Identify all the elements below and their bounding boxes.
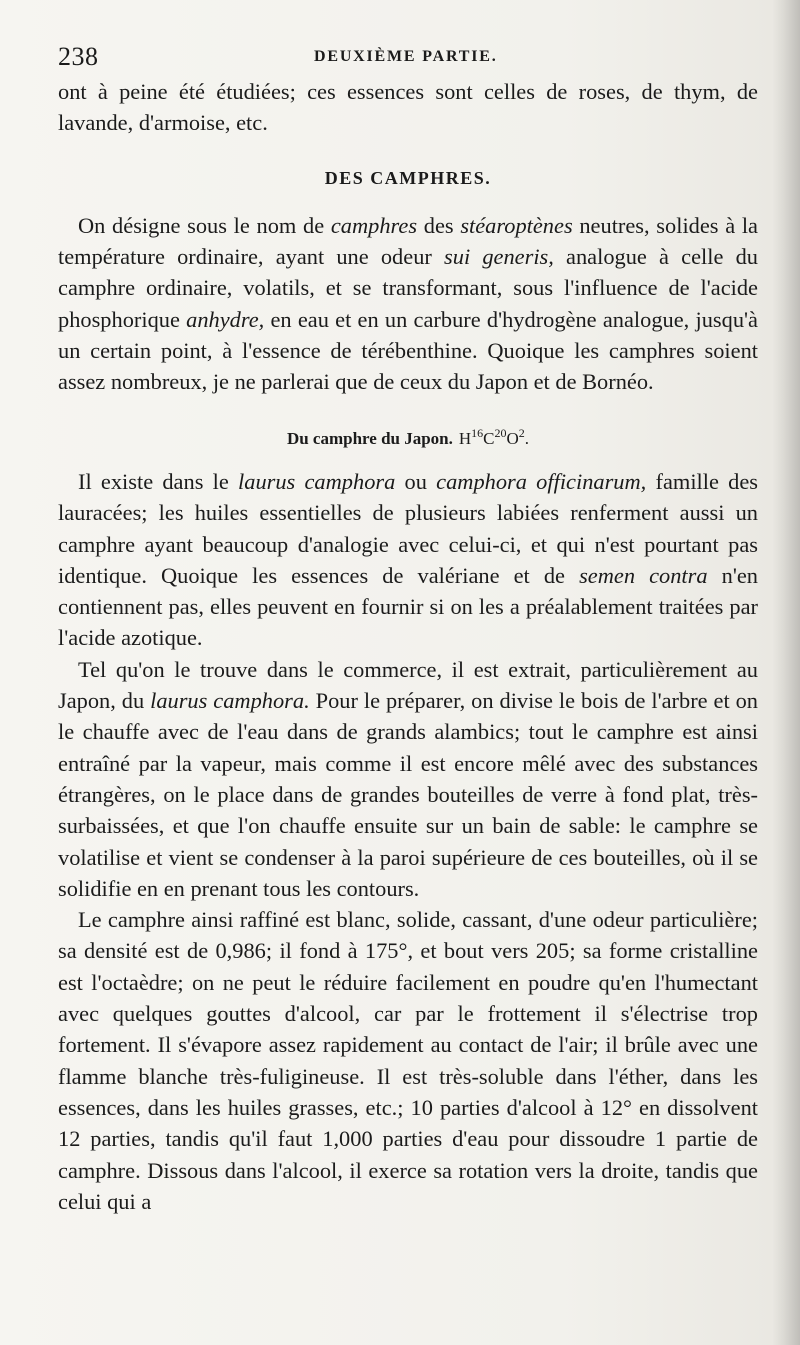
- body-paragraph-2: [58, 654, 758, 904]
- text-run: Il existe dans le: [78, 468, 239, 494]
- text-run: Pour le préparer, on divise le bois de l'arbre et on le chauffe avec de l'eau dans de grands alambics; tout le camphre est ainsi entraîné par la vapeur, mais comme il est encore mêlé avec des substances étrangères, on le place dans de grandes bouteilles de verre à fond plat, très-surbaissées, et que l'on chauffe ensuite sur un bain de sable: le camphre se volatilise et vient se condenser à la paroi supérieure de ces bouteilles, où il se solidifie en en prenant tous les contours.: [58, 688, 759, 901]
- text-run: On désigne sous le nom de: [78, 212, 331, 238]
- page-header: [58, 42, 758, 74]
- italic-term: anhydre,: [186, 306, 265, 332]
- running-title: DEUXIÈME PARTIE.: [314, 48, 498, 65]
- italic-term: sui generis,: [444, 244, 554, 270]
- formula-element: C: [483, 428, 495, 448]
- text-run: n'en contiennent pas, elles peuvent en fournir si on les a préalablement traitées par l'acide azotique.: [58, 562, 758, 651]
- formula-period: .: [524, 428, 530, 448]
- section-intro-paragraph: [58, 210, 758, 398]
- text-run: famille des lauracées; les huiles essentielles de plusieurs labiées renferment aussi un camphre ayant beaucoup d'analogie avec celui-ci, et qui n'est pourtant pas identique. Quoique les essences de valériane et de: [58, 468, 758, 588]
- text-run: analogue à celle du camphre ordinaire, volatils, et se transformant, sous l'influence de l'acide phosphorique: [58, 244, 758, 332]
- section-title: DES CAMPHRES.: [324, 167, 492, 188]
- text-run: neutres, solides à la température ordinaire, ayant une odeur: [58, 212, 758, 270]
- subsection-title: [58, 418, 758, 454]
- italic-term: laurus camphora.: [150, 688, 310, 714]
- formula-subscript: 20: [494, 425, 507, 440]
- italic-term: semen contra: [579, 562, 708, 588]
- page-gutter-shadow: [772, 0, 800, 1345]
- intro-paragraph: ont à peine été étudiées; ces essences sont celles de roses, de thym, de lavande, d'armoise, etc.: [58, 79, 758, 136]
- subsection-title-text: Du camphre du Japon.: [286, 428, 453, 448]
- chemical-formula: [458, 425, 530, 448]
- italic-term: stéaroptènes: [460, 212, 573, 238]
- text-run: en eau et en un carbure d'hydrogène analogue, jusqu'à un certain point, à l'essence de térébenthine. Quoique les camphres soient assez nombreux, je ne parlerai que de ceux du Japon et de Bornéo.: [58, 306, 758, 395]
- italic-term: camphres: [330, 212, 418, 238]
- body-paragraph-1: [58, 466, 758, 654]
- page-number: 238: [58, 42, 99, 71]
- italic-term: laurus camphora: [238, 468, 396, 494]
- formula-element: H: [458, 428, 472, 448]
- page-content: [58, 76, 758, 1217]
- formula-element: O: [506, 428, 519, 448]
- italic-term: camphora officinarum,: [436, 468, 647, 494]
- text-run: des: [417, 212, 461, 238]
- formula-subscript: 16: [471, 425, 484, 440]
- text-run: Tel qu'on le trouve dans le commerce, il est extrait, particulièrement au Japon, du: [58, 656, 758, 714]
- body-paragraph-3: Le camphre ainsi raffiné est blanc, solide, cassant, d'une odeur particulière; sa densité est de 0,986; il fond à 175°, et bout vers 205; sa forme cristalline est l'octaèdre; on ne peut le réduire facilement en poudre qu'en l'humectant avec quelques gouttes d'alcool, car par le frottement il s'électrise trop fortement. Il s'évapore assez rapidement au contact de l'air; il brûle avec une flamme blanche très-fuligineuse. Il est très-soluble dans l'éther, dans les essences, dans les huiles grasses, etc.; 10 parties d'alcool à 12° en dissolvent 12 parties, tandis qu'il faut 1,000 parties d'eau pour dissoudre 1 partie de camphre. Dissous dans l'alcool, il exerce sa rotation vers la droite, tandis que celui qui a: [58, 907, 758, 1214]
- formula-subscript: 2: [518, 425, 525, 440]
- text-run: ou: [395, 468, 437, 494]
